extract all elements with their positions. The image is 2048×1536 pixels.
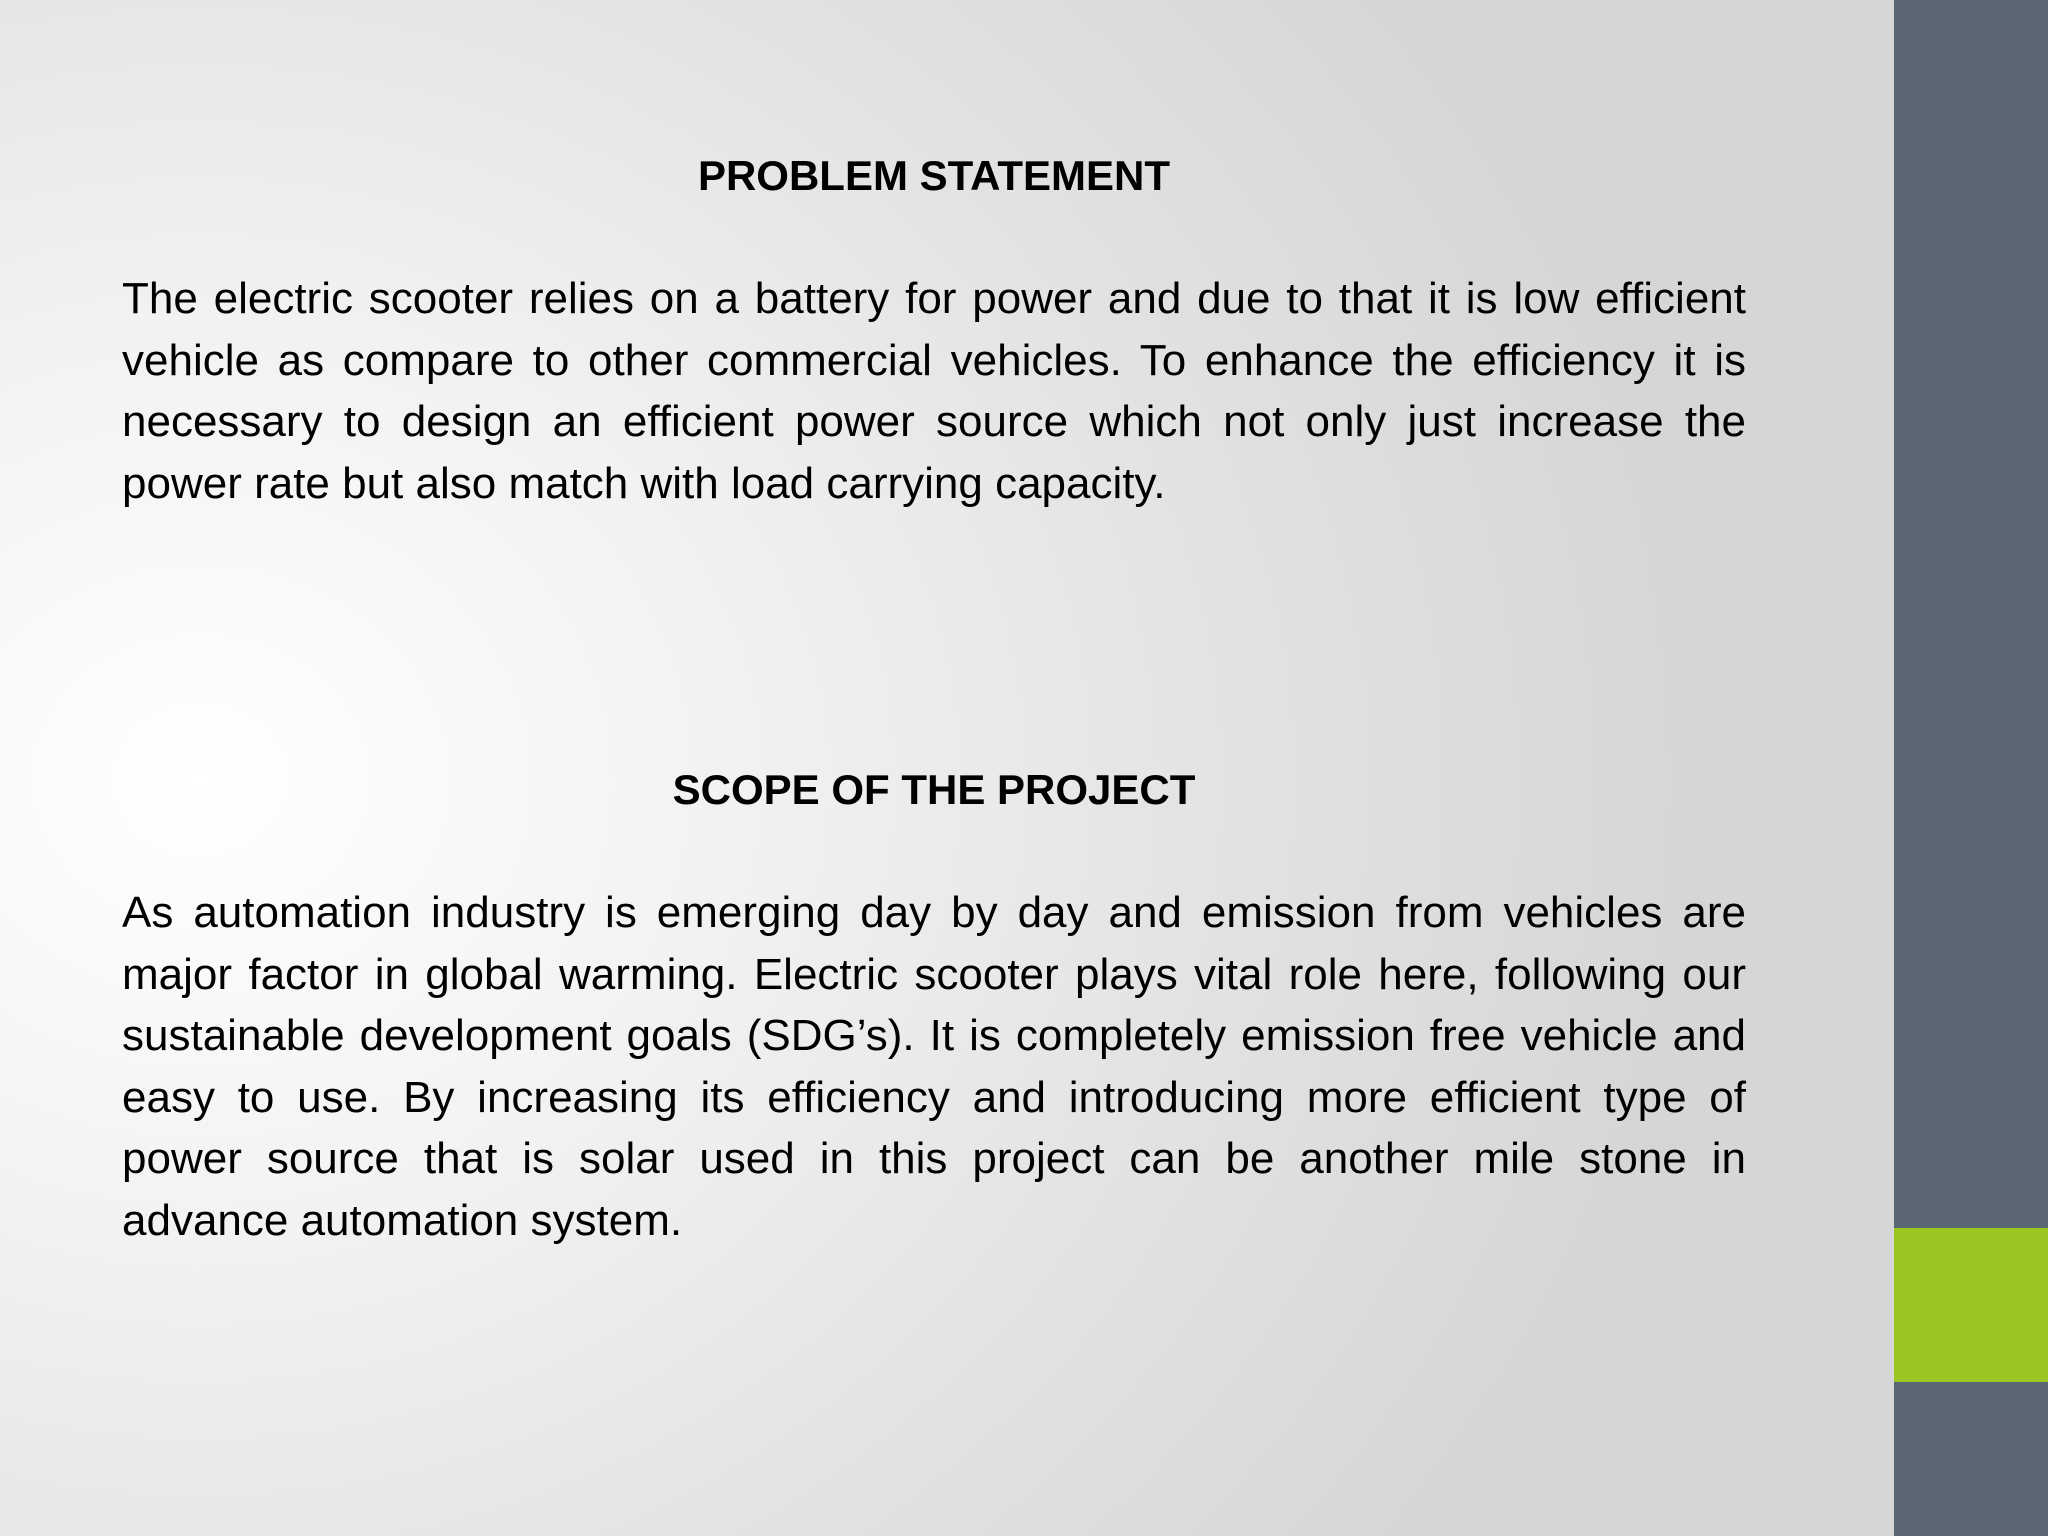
problem-statement-text: The electric scooter relies on a battery for power and due to that it is low efficient vehicle as compare to other commercial vehicles. To enhance the efficiency it is necessary to design an efficient power source which not only just increase the power rate but also match with load carrying capacity. — [122, 274, 1746, 508]
problem-statement-heading: PROBLEM STATEMENT — [697, 152, 1171, 199]
scope-heading: SCOPE OF THE PROJECT — [672, 766, 1196, 813]
side-accent-block — [1894, 1228, 2048, 1382]
scope-text: As automation industry is emerging day by day and emission from vehicles are major factor in global warming. Electric scooter plays vital role here, following our sustainable development goals (SDG’s). It is completely emission free vehicle and easy to use. By increasing its efficiency and introducing more efficient type of power source that is solar used in this project can be another mile stone in advance automation system. — [122, 888, 1746, 1245]
